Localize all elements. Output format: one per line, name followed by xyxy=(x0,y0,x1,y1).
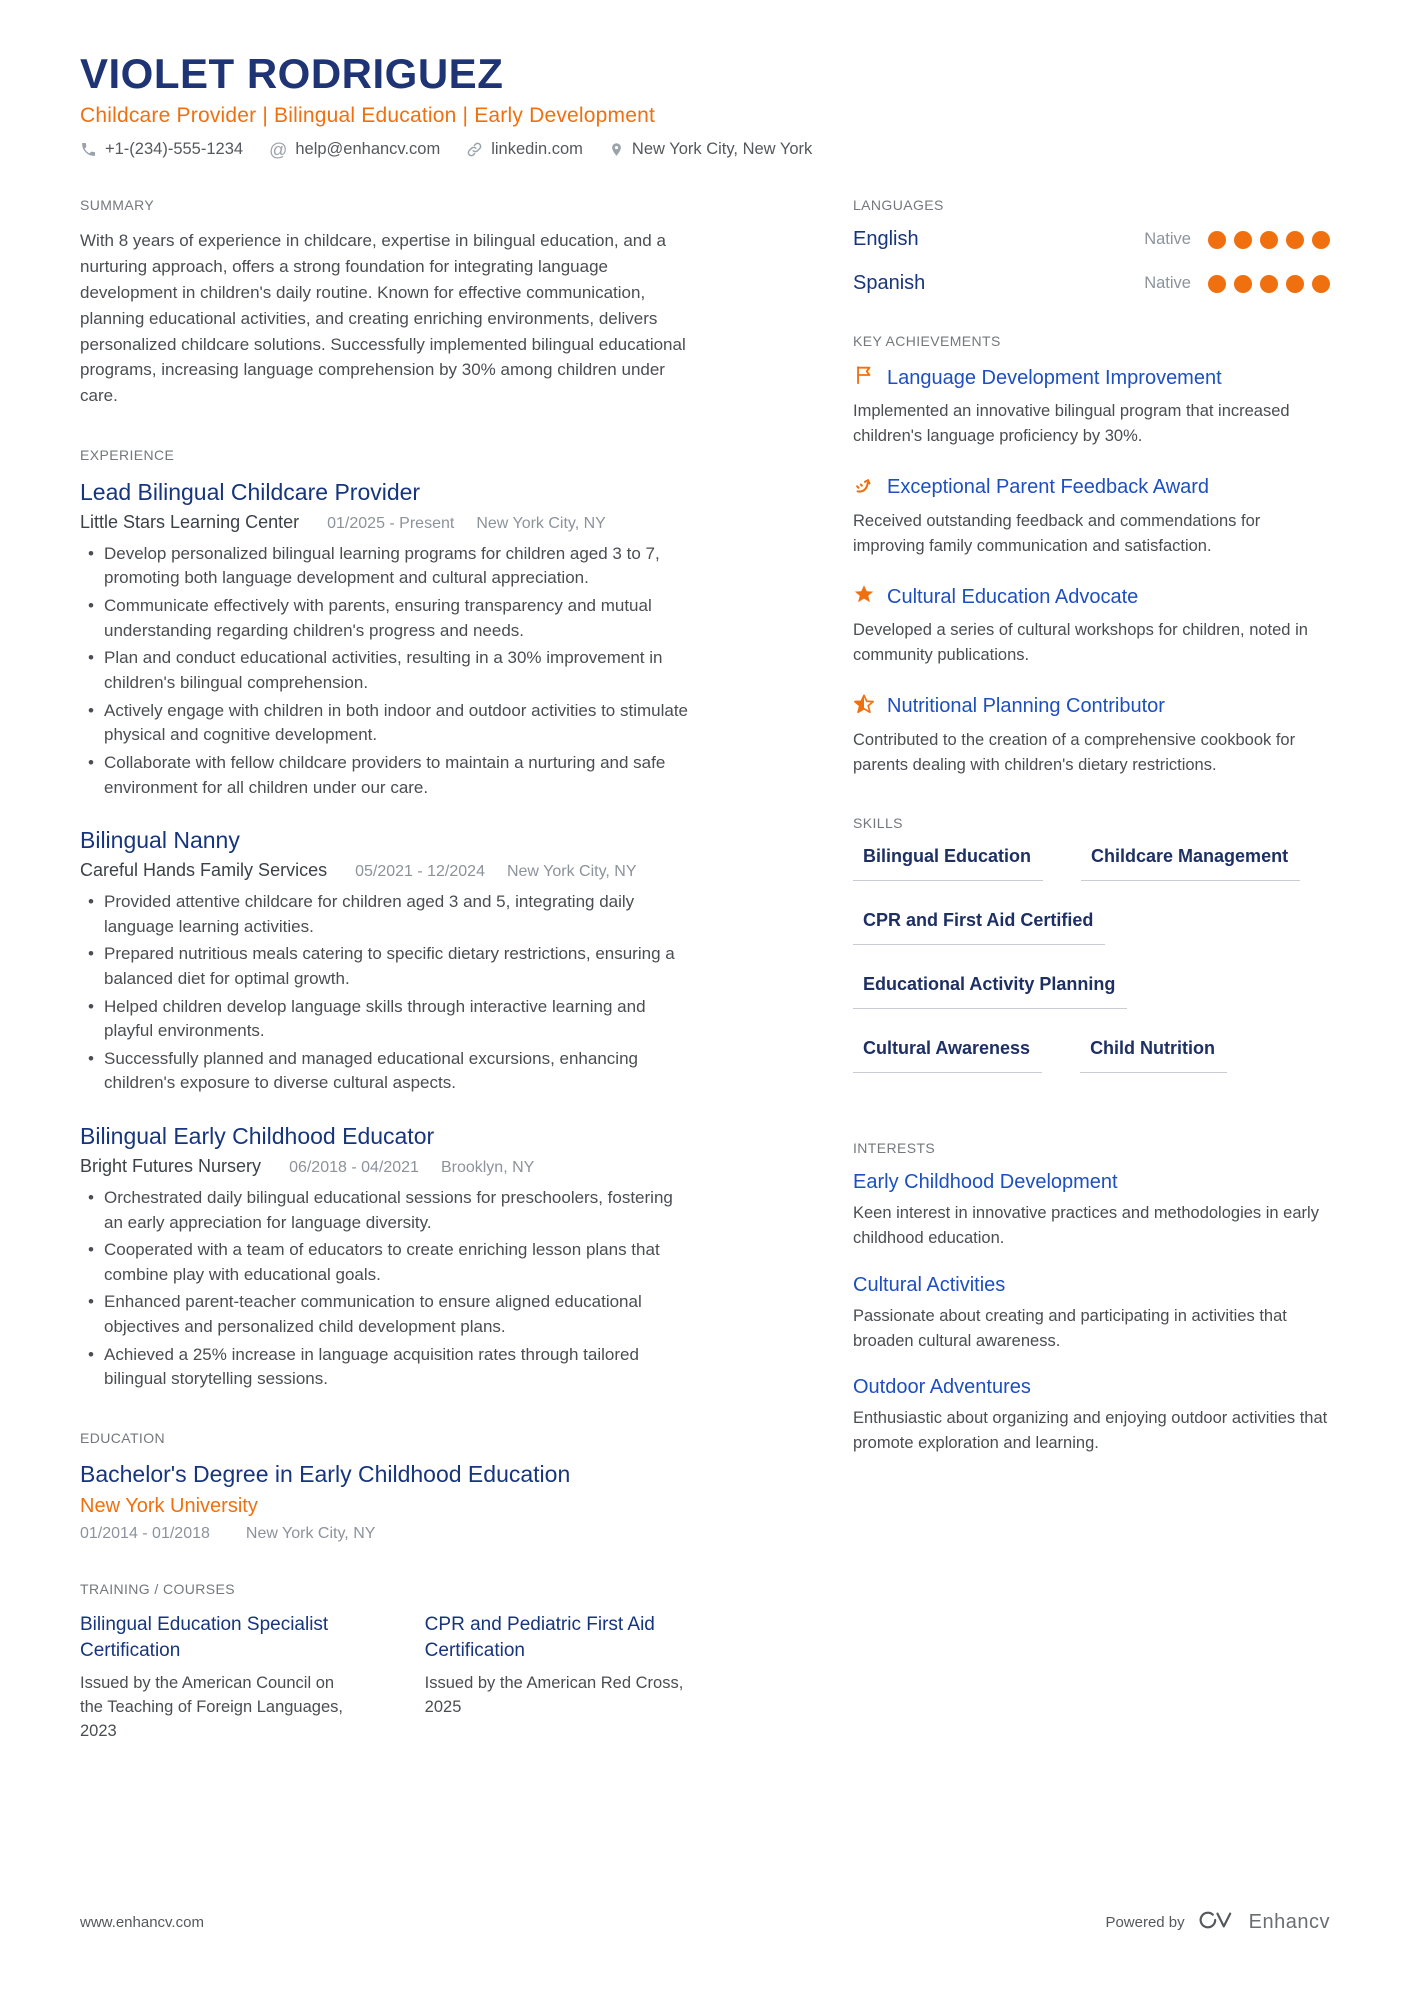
language-row xyxy=(853,272,1330,295)
languages-heading: LANGUAGES xyxy=(853,197,944,214)
language-rating xyxy=(1208,275,1330,293)
interest-entry xyxy=(853,1171,1330,1251)
interest-title: Outdoor Adventures xyxy=(853,1376,1031,1399)
course-description: Issued by the American Council on the Teaching of Foreign Languages, 2023 xyxy=(80,1674,343,1741)
resume-header xyxy=(80,50,1330,159)
interest-text: Keen interest in innovative practices and methodologies in early childhood education. xyxy=(853,1204,1319,1248)
education-section xyxy=(80,1430,692,1543)
skills-list xyxy=(853,846,1330,1102)
person-name: VIOLET RODRIGUEZ xyxy=(80,50,504,97)
job-dates: 06/2018 - 04/2021 xyxy=(289,1158,419,1176)
skills-heading: SKILLS xyxy=(853,815,903,832)
achievement-text: Developed a series of cultural workshops for children, noted in community publications. xyxy=(853,621,1308,665)
rating-dot xyxy=(1260,275,1278,293)
language-name: English xyxy=(853,228,919,251)
powered-by-label: Powered by xyxy=(1105,1914,1185,1931)
job-bullet: • Develop personalized bilingual learning programs for children aged 3 to 7, promoting both language development and cultural appreciation. xyxy=(80,542,692,591)
job-entry xyxy=(80,1122,692,1392)
language-name: Spanish xyxy=(853,272,926,295)
skill-item: Cultural Awareness xyxy=(853,1038,1042,1073)
headline: Childcare Provider | Bilingual Education | Early Development xyxy=(80,104,656,128)
rating-dot xyxy=(1234,231,1252,249)
education-meta xyxy=(80,1525,692,1543)
phone-icon xyxy=(80,141,97,158)
job-entry xyxy=(80,478,692,800)
interests-heading: INTERESTS xyxy=(853,1140,936,1157)
contact-link-text: linkedin.com xyxy=(491,140,583,159)
brand-name: Enhancv xyxy=(1248,1911,1330,1933)
achievement-title: Language Development Improvement xyxy=(887,366,1222,389)
course-entry xyxy=(80,1612,353,1744)
job-bullets xyxy=(80,890,692,1096)
job-location: New York City, NY xyxy=(476,514,606,532)
interest-title: Cultural Activities xyxy=(853,1273,1006,1296)
rating-dot xyxy=(1208,275,1226,293)
language-rating xyxy=(1208,231,1330,249)
achievement-title: Nutritional Planning Contributor xyxy=(887,695,1165,718)
star-half-icon xyxy=(853,693,875,720)
contact-row xyxy=(80,140,1330,159)
education-heading: EDUCATION xyxy=(80,1430,166,1446)
rating-dot xyxy=(1312,275,1330,293)
language-level: Native xyxy=(1144,274,1191,293)
contact-phone-text: +1-(234)-555-1234 xyxy=(105,140,244,159)
interest-title: Early Childhood Development xyxy=(853,1171,1118,1194)
skills-section xyxy=(853,815,1330,1102)
rating-dot xyxy=(1286,275,1304,293)
right-column xyxy=(853,197,1330,1744)
website-link[interactable]: www.enhancv.com xyxy=(80,1914,204,1931)
experience-section xyxy=(80,447,692,1392)
interests-section xyxy=(853,1140,1330,1456)
skill-item: CPR and First Aid Certified xyxy=(853,910,1105,945)
contact-email-text: help@enhancv.com xyxy=(295,140,441,159)
job-bullet: • Achieved a 25% increase in language acquisition rates through tailored bilingual storytelling sessions. xyxy=(80,1343,692,1392)
job-bullets xyxy=(80,1186,692,1392)
job-location: New York City, NY xyxy=(506,863,637,880)
left-column xyxy=(80,197,692,1744)
achievements-section xyxy=(853,333,1330,777)
job-dates: 05/2021 - 12/2024 xyxy=(355,863,485,880)
achievement-title: Cultural Education Advocate xyxy=(887,585,1139,608)
enhancv-logo-icon xyxy=(1197,1908,1237,1937)
job-title: Bilingual Nanny xyxy=(80,827,240,854)
summary-heading: SUMMARY xyxy=(80,197,155,214)
training-section xyxy=(80,1581,692,1744)
job-bullet: • Communicate effectively with parents, ensuring transparency and mutual understanding regarding children's progress and needs. xyxy=(80,594,692,643)
skill-item: Child Nutrition xyxy=(1080,1038,1227,1073)
job-meta xyxy=(80,512,692,533)
achievement-entry xyxy=(853,474,1330,559)
job-bullet: • Prepared nutritious meals catering to specific dietary restrictions, ensuring a balanced diet for optimal growth. xyxy=(80,942,692,991)
job-dates: 01/2025 - Present xyxy=(327,514,455,532)
contact-phone[interactable] xyxy=(80,140,243,159)
job-company: Little Stars Learning Center xyxy=(80,511,300,532)
interest-entry xyxy=(853,1376,1330,1456)
job-entry xyxy=(80,826,692,1096)
contact-email[interactable] xyxy=(269,140,440,159)
degree-title: Bachelor's Degree in Early Childhood Education xyxy=(80,1461,571,1487)
achievement-title: Exceptional Parent Feedback Award xyxy=(887,476,1210,499)
rating-dot xyxy=(1208,231,1226,249)
job-bullet: • Successfully planned and managed educational excursions, enhancing children's exposure to diverse cultural aspects. xyxy=(80,1047,692,1096)
achievement-entry xyxy=(853,693,1330,778)
powered-by xyxy=(1105,1908,1330,1937)
job-title: Lead Bilingual Childcare Provider xyxy=(80,479,421,506)
education-dates: 01/2014 - 01/2018 xyxy=(80,1525,210,1542)
job-bullet: • Orchestrated daily bilingual educational sessions for preschoolers, fostering an early appreciation for language diversity. xyxy=(80,1186,692,1235)
interest-text: Enthusiastic about organizing and enjoying outdoor activities that promote exploration and learning. xyxy=(853,1409,1328,1453)
link-icon xyxy=(466,141,483,158)
education-location: New York City, NY xyxy=(245,1525,376,1542)
course-description: Issued by the American Red Cross, 2025 xyxy=(424,1674,684,1717)
job-bullet: • Enhanced parent-teacher communication to ensure aligned educational objectives and personalized child development plans. xyxy=(80,1290,692,1339)
rating-dot xyxy=(1312,231,1330,249)
experience-heading: EXPERIENCE xyxy=(80,447,175,464)
curved-arrow-icon xyxy=(853,474,875,501)
rating-dot xyxy=(1286,231,1304,249)
summary-section xyxy=(80,197,692,409)
job-bullets xyxy=(80,542,692,800)
flag-icon xyxy=(853,364,875,391)
contact-link[interactable] xyxy=(466,140,583,159)
interest-text: Passionate about creating and participating in activities that broaden cultural awareness. xyxy=(853,1306,1287,1350)
summary-text: With 8 years of experience in childcare, expertise in bilingual education, and a nurturing approach, offers a strong foundation for integrating language development in children's daily routine. Known for effective communication, planning educational activities, and creating enriching environments, delivers personalized childcare solutions. Successfully implemented bilingual educational programs, increasing language comprehension by 30% among children under care. xyxy=(80,231,686,406)
language-level: Native xyxy=(1144,230,1191,249)
achievement-entry xyxy=(853,364,1330,449)
star-icon xyxy=(853,583,875,610)
job-bullet: • Actively engage with children in both indoor and outdoor activities to stimulate physical and cognitive development. xyxy=(80,699,692,748)
job-title: Bilingual Early Childhood Educator xyxy=(80,1123,435,1150)
contact-location xyxy=(609,140,812,159)
job-meta xyxy=(80,860,692,881)
rating-dot xyxy=(1260,231,1278,249)
contact-location-text: New York City, New York xyxy=(631,140,813,159)
skill-item: Educational Activity Planning xyxy=(853,974,1127,1009)
achievement-text: Contributed to the creation of a comprehensive cookbook for parents dealing with children's dietary restrictions. xyxy=(853,730,1296,774)
at-icon: @ xyxy=(269,139,288,160)
job-bullet: • Provided attentive childcare for children aged 3 and 5, integrating daily language learning activities. xyxy=(80,890,692,939)
job-bullet: • Cooperated with a team of educators to create enriching lesson plans that combine play with educational goals. xyxy=(80,1238,692,1287)
school-name: New York University xyxy=(80,1495,258,1517)
achievement-text: Implemented an innovative bilingual program that increased children's language proficiency by 30%. xyxy=(853,402,1290,446)
skill-item: Childcare Management xyxy=(1081,846,1300,881)
language-row xyxy=(853,228,1330,251)
skill-item: Bilingual Education xyxy=(853,846,1043,881)
training-heading: TRAINING / COURSES xyxy=(80,1581,235,1597)
job-company: Bright Futures Nursery xyxy=(80,1155,262,1176)
achievement-entry xyxy=(853,583,1330,668)
interest-entry xyxy=(853,1274,1330,1354)
languages-section xyxy=(853,197,1330,295)
job-bullet: • Collaborate with fellow childcare providers to maintain a nurturing and safe environment for all children under our care. xyxy=(80,751,692,800)
achievements-heading: KEY ACHIEVEMENTS xyxy=(853,333,1001,350)
page-footer xyxy=(80,1908,1330,1937)
course-entry xyxy=(425,1612,692,1744)
course-title: Bilingual Education Specialist Certification xyxy=(80,1614,329,1661)
job-bullet: • Plan and conduct educational activities, resulting in a 30% improvement in children's bilingual comprehension. xyxy=(80,646,692,695)
course-title: CPR and Pediatric First Aid Certification xyxy=(424,1614,655,1661)
job-company: Careful Hands Family Services xyxy=(80,860,328,880)
job-location: Brooklyn, NY xyxy=(440,1158,535,1176)
achievement-text: Received outstanding feedback and commendations for improving family communication and satisfaction. xyxy=(853,511,1261,555)
job-meta xyxy=(80,1156,692,1177)
location-icon xyxy=(609,141,624,158)
job-bullet: • Helped children develop language skills through interactive learning and playful environments. xyxy=(80,995,692,1044)
rating-dot xyxy=(1234,275,1252,293)
